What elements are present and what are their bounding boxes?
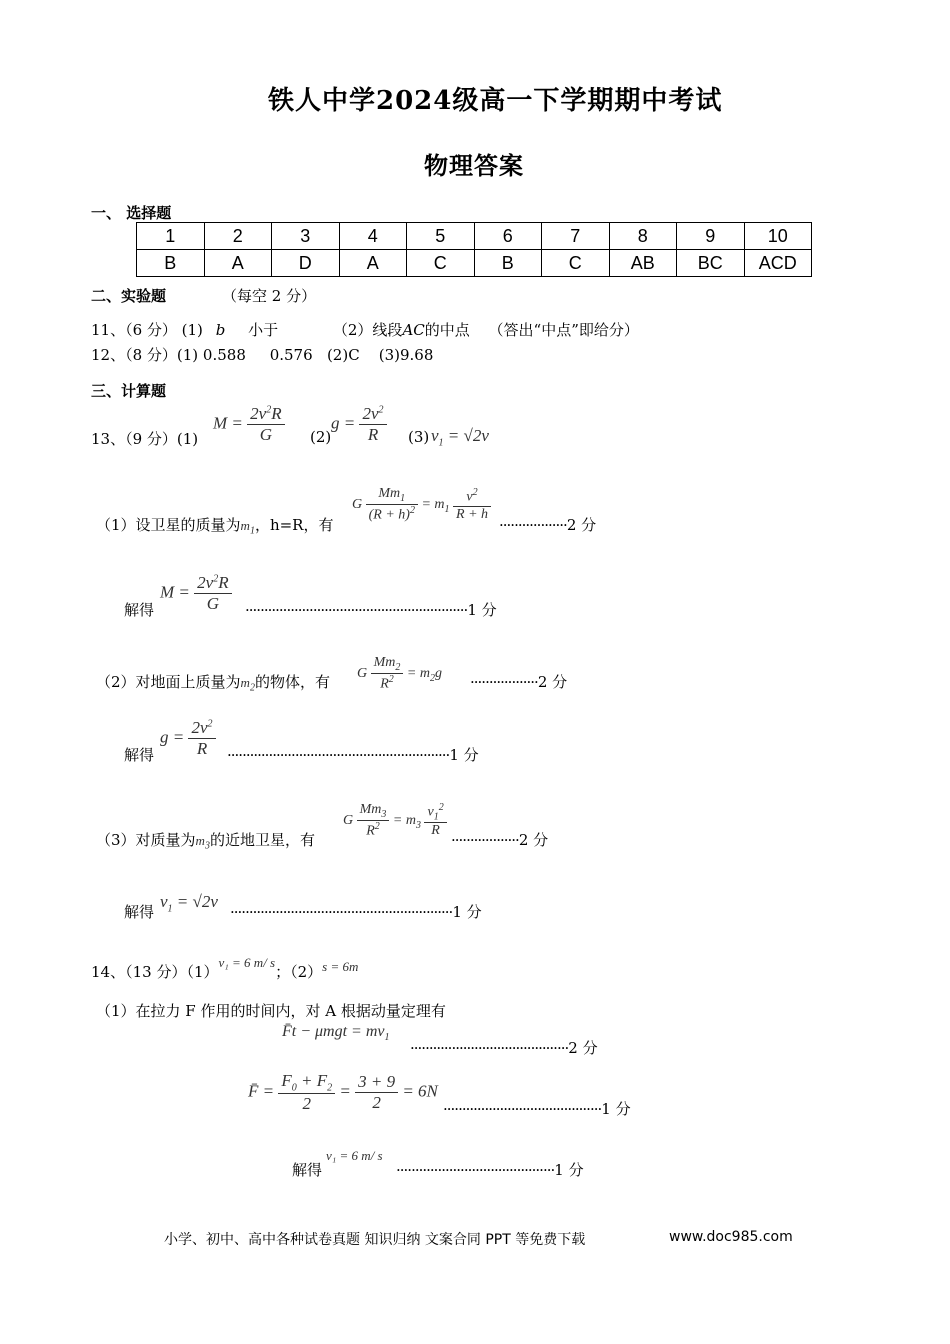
q13-step2b-score: 1 分 <box>449 746 479 764</box>
page-title: 铁人中学2024级高一下学期期中考试 <box>268 86 723 116</box>
q11-mid: 的中点 <box>424 321 470 339</box>
answer-cell: D <box>272 250 340 277</box>
q14-step3-score: 1 分 <box>554 1161 584 1179</box>
question-number: 8 <box>609 223 677 250</box>
section-experiment-label: 二、实验题 <box>91 287 167 305</box>
q13-step1 <box>96 514 333 537</box>
q13-head: 13、（9 分）(1) <box>91 430 199 448</box>
q11-note: （答出“中点”即给分） <box>488 321 639 339</box>
q13-step2-score: 2 分 <box>537 673 568 691</box>
answer-cell: B <box>137 250 205 277</box>
q14-step2-score: 1 分 <box>601 1100 631 1118</box>
answer-table-numbers-row <box>137 223 812 250</box>
q13-step3-score: 2 分 <box>518 831 549 849</box>
q13-step1b-equation: M = $\frac{2v^2R}{G}$ <box>160 573 232 614</box>
q14-step1-score: 2 分 <box>568 1039 598 1057</box>
question-number: 6 <box>474 223 542 250</box>
q14-ans2: s = 6m <box>322 959 359 974</box>
q14-step2-equation: F̄ = $\frac{F_0 + F_2}{2}$ = $\frac{3 + 9}{2}$ = 6N <box>248 1071 438 1114</box>
q11-b: b <box>215 321 226 339</box>
question-number: 2 <box>204 223 272 250</box>
answer-cell: AB <box>609 250 677 277</box>
q13-formula-v1: $v_1 = √2v$ <box>431 426 489 449</box>
q13-step3b-label: 解得 <box>124 903 155 921</box>
q11-answer <box>91 319 639 340</box>
section-calc-label: 三、计算题 <box>91 382 167 400</box>
q13-part3-label: (3) <box>408 428 430 446</box>
q13-m3: $m_3$ <box>195 833 210 852</box>
q14-step2-dots: ··········································1 分 <box>443 1100 631 1118</box>
answer-table-answers-row <box>137 250 812 277</box>
q13-step1-equation: G $\frac{Mm_1}{(R + h)^2}$ = $m_1$ $\frac{v^2}{R + h}$ <box>352 486 491 523</box>
footer-url[interactable]: www.doc985.com <box>669 1229 793 1245</box>
q13-step1-dots: ··················2 分 <box>499 516 597 534</box>
question-number: 10 <box>744 223 812 250</box>
q13-step3b-equation: $v_1 = √2v$ <box>160 892 218 915</box>
q13-step3 <box>96 829 315 852</box>
q13-step2-text: （2）对地面上质量为 <box>96 673 241 691</box>
q13-part2-label: (2) <box>310 428 332 446</box>
q14-step3-equation: v₁ = 6 m/ s <box>326 1148 383 1163</box>
q13-step1-score: 2 分 <box>566 516 597 534</box>
q14-step3-label: 解得 <box>292 1161 323 1179</box>
q14-step1-dots: ··········································2 分 <box>410 1039 598 1057</box>
q13-formula-g: g = $\frac{2v^2}{R}$ <box>331 404 387 445</box>
q13-step2b-label: 解得 <box>124 746 155 764</box>
question-number: 4 <box>339 223 407 250</box>
answer-table <box>136 222 812 277</box>
q14-ans1: v₁ = 6 m/ s <box>218 955 276 970</box>
answer-cell: A <box>339 250 407 277</box>
question-number: 9 <box>677 223 745 250</box>
page-subtitle: 物理答案 <box>424 151 524 180</box>
q13-step2b-equation: g = $\frac{2v^2}{R}$ <box>160 718 216 759</box>
q11-head: 11、（6 分） (1) <box>91 321 203 339</box>
q13-step3-mid: 的近地卫星，有 <box>209 831 315 849</box>
question-number: 5 <box>407 223 475 250</box>
q13-step2b-dots: ···························································1 分 <box>227 746 479 764</box>
q11-part2: （2）线段 <box>332 321 403 339</box>
q13-step3-text: （3）对质量为 <box>96 831 196 849</box>
q13-step2-dots: ··················2 分 <box>470 673 568 691</box>
q13-step1b-dots: ···························································1 分 <box>245 601 497 619</box>
q11-ac: AC <box>402 321 425 339</box>
answer-cell: BC <box>677 250 745 277</box>
q13-step3-equation: G $\frac{Mm_3}{R^2}$ = $m_3$ $\frac{v_1^2}{R}$ <box>343 802 447 839</box>
answer-cell: A <box>204 250 272 277</box>
question-number: 7 <box>542 223 610 250</box>
q13-step3b-score: 1 分 <box>452 903 482 921</box>
q11-less: 小于 <box>248 321 279 339</box>
q14-step1-equation: F̄t − $\mu mgt = mv_1$ <box>282 1023 390 1044</box>
q14-sep: ；（2） <box>275 963 323 981</box>
q13-m2: $m_2$ <box>240 675 255 694</box>
question-number: 1 <box>137 223 205 250</box>
q13-step1-cond: ，h=R，有 <box>254 516 334 534</box>
answer-cell: B <box>474 250 542 277</box>
q13-step3b-dots: ···························································1 分 <box>230 903 482 921</box>
q13-m1: $m_1$ <box>240 518 255 537</box>
q12-answer: 12、（8 分）(1) 0.588 0.576 (2)C (3)9.68 <box>91 346 434 364</box>
q13-step1b-score: 1 分 <box>467 601 497 619</box>
q13-step2-equation: G $\frac{Mm_2}{R^2}$ = $m_2g$ <box>357 655 442 692</box>
q14-head: 14、（13 分）（1） <box>91 963 219 981</box>
q13-step2 <box>96 671 330 694</box>
answer-cell: C <box>407 250 475 277</box>
q14-answer <box>91 955 359 982</box>
section-experiment-note: （每空 2 分） <box>222 287 317 305</box>
answer-cell: ACD <box>744 250 812 277</box>
q13-step1-text: （1）设卫星的质量为 <box>96 516 241 534</box>
q13-step1b-label: 解得 <box>124 601 155 619</box>
q14-step3 <box>292 1159 322 1180</box>
answer-cell: C <box>542 250 610 277</box>
q14-step3-dots: ··········································1 分 <box>396 1161 584 1179</box>
q13-step2-mid: 的物体，有 <box>254 673 330 691</box>
q13-step3-dots: ··················2 分 <box>451 831 549 849</box>
question-number: 3 <box>272 223 340 250</box>
q13-formula-mass: M = $\frac{2v^2R}{G}$ <box>213 404 285 445</box>
q14-step1-text: （1）在拉力 F 作用的时间内，对 A 根据动量定理有 <box>96 1002 446 1020</box>
section-choice-label: 一、 选择题 <box>91 204 172 222</box>
footer-text: 小学、初中、高中各种试卷真题 知识归纳 文案合同 PPT 等免费下载 <box>164 1232 586 1248</box>
